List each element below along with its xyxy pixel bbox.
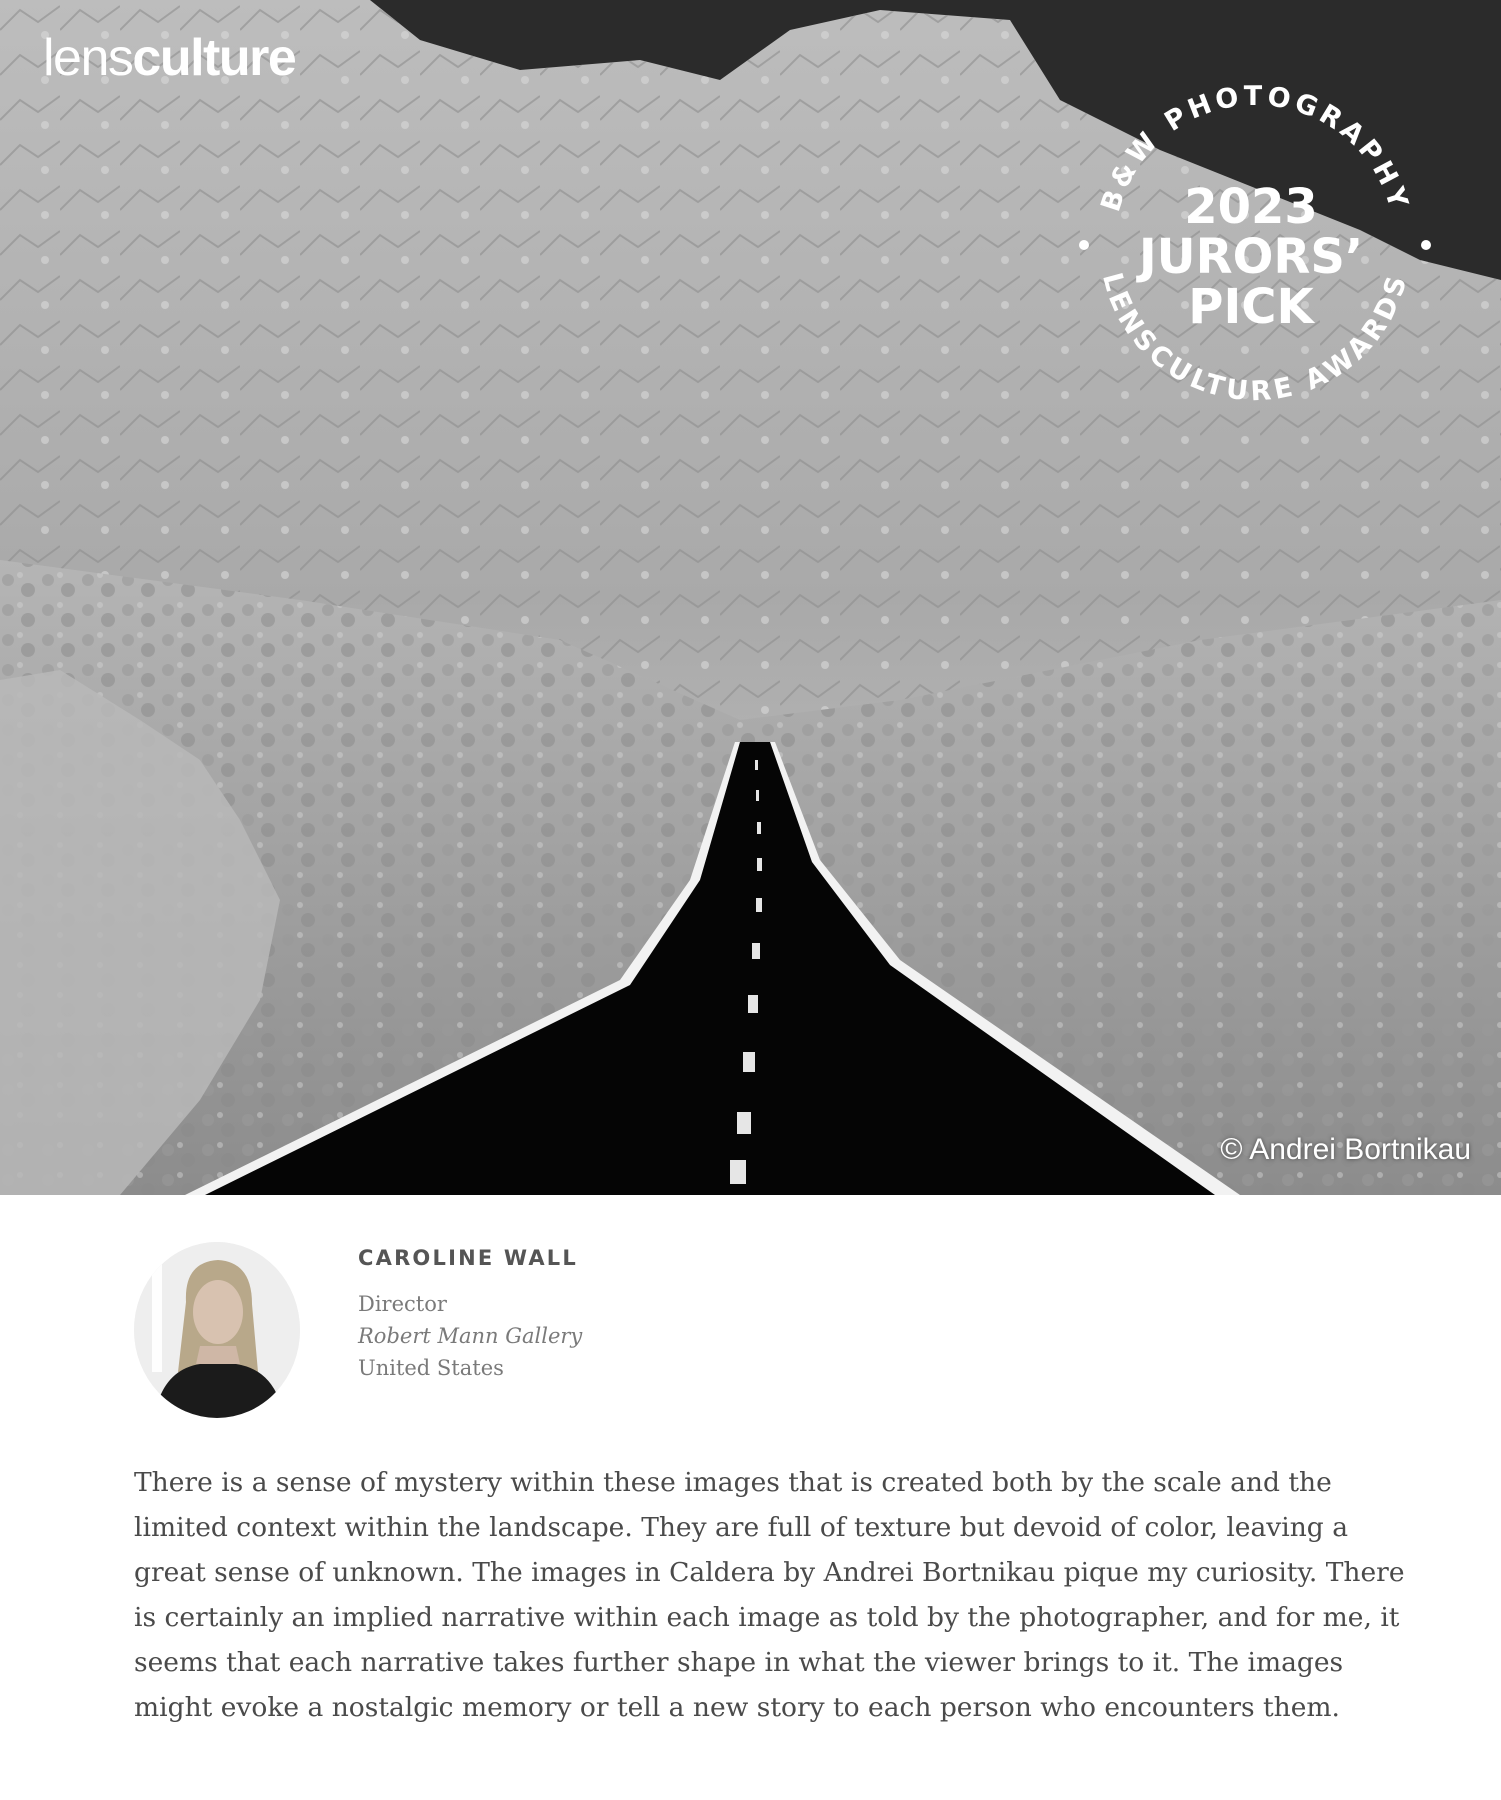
badge-dot-right — [1421, 240, 1431, 250]
badge-line2: PICK — [1188, 279, 1314, 335]
juror-portrait — [134, 1242, 300, 1418]
badge-line1: JURORS’ — [1138, 229, 1364, 285]
juror-info — [358, 1242, 958, 1384]
lensculture-logo[interactable] — [43, 29, 296, 87]
badge-year: 2023 — [1184, 179, 1318, 235]
badge-arc-top: B&W PHOTOGRAPHY — [1095, 80, 1415, 216]
photo-credit: © Andrei Bortnikau — [1220, 1133, 1471, 1166]
juror-name: CAROLINE WALL — [358, 1246, 578, 1270]
juror-card — [134, 1242, 583, 1418]
badge-arc-bottom: LENSCULTURE AWARDS — [1095, 269, 1415, 408]
juror-country: United States — [358, 1356, 504, 1380]
avatar — [134, 1242, 300, 1418]
logo-light-text: lens — [43, 29, 133, 87]
jurors-pick-badge — [1070, 60, 1440, 430]
juror-organization[interactable]: Robert Mann Gallery — [358, 1324, 583, 1348]
logo-bold-text: culture — [132, 29, 296, 87]
juror-role: Director — [358, 1292, 447, 1316]
juror-statement: There is a sense of mystery within these images that is created both by the scale and the limited context within the landscape. They are full of texture but devoid of color, leaving a great sense of unknown. The images in Caldera by Andrei Bortnikau pique my curiosity. There is certainly an implied narrative within each image as told by the photographer, and for me, it seems that each narrative takes further shape in what the viewer brings to it. The images might evoke a nostalgic memory or tell a new story to each person who encounters them. — [134, 1467, 1405, 1723]
badge-dot-left — [1079, 240, 1089, 250]
